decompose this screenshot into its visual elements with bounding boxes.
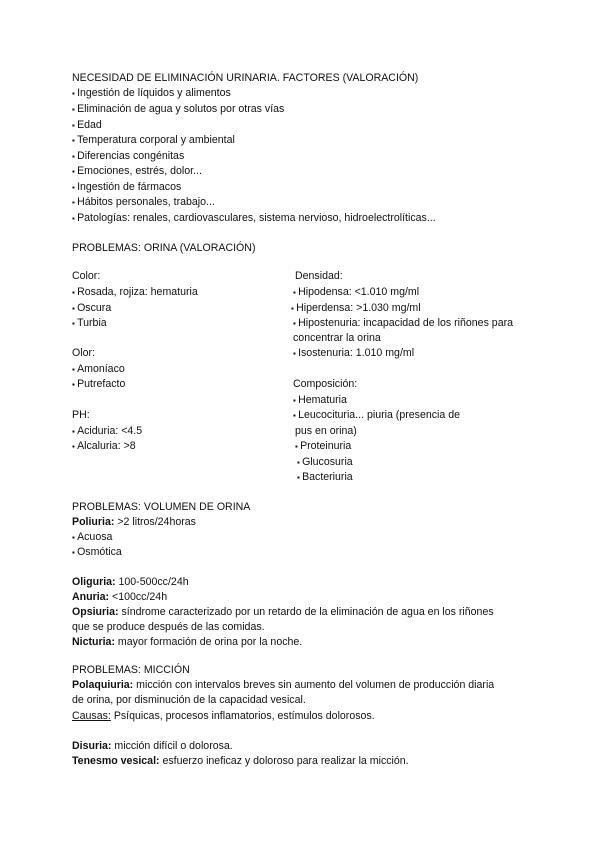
list-item: ▪ Osmótica xyxy=(72,545,122,560)
poliuria-entry xyxy=(72,515,196,530)
poliuria-term: Poliuria: xyxy=(72,516,115,528)
list-item: ▪ Leucocituria... piuria (presencia de xyxy=(293,408,460,423)
list-item: ▪ Hematuria xyxy=(293,393,347,408)
list-item: ▪ Rosada, rojiza: hematuria xyxy=(72,285,198,300)
list-item: ▪ Oscura xyxy=(72,301,111,316)
opsiuria-definition: síndrome caracterizado por un retardo de la eliminación de agua en los riñones xyxy=(118,606,494,618)
section4-heading: PROBLEMAS: MICCIÓN xyxy=(72,664,190,676)
list-item: ▪ Aciduria: <4.5 xyxy=(72,424,142,439)
disuria-entry xyxy=(72,739,233,754)
olor-label: Olor: xyxy=(72,347,95,359)
list-item: ▪ Proteinuria xyxy=(295,439,351,454)
list-item: ▪ Temperatura corporal y ambiental xyxy=(72,133,235,148)
list-item: ▪ Glucosuria xyxy=(297,455,353,470)
poliuria-definition: >2 litros/24horas xyxy=(114,516,196,528)
list-item: ▪ Acuosa xyxy=(72,530,112,545)
list-item-continuation: pus en orina) xyxy=(295,425,357,437)
section1-heading: NECESIDAD DE ELIMINACIÓN URINARIA. FACTORES (VALORACIÓN) xyxy=(72,72,419,84)
composicion-label: Composición: xyxy=(293,378,358,390)
ph-label: PH: xyxy=(72,409,90,421)
list-item: ▪ Patologías: renales, cardiovasculares, sistema nervioso, hidroelectrolíticas... xyxy=(72,211,436,226)
oliguria-entry xyxy=(72,575,189,590)
polaquiuria-definition-cont: de orina, por disminución de la capacidad vesical. xyxy=(72,694,306,706)
list-item: ▪ Eliminación de agua y solutos por otras vías xyxy=(72,102,284,117)
oliguria-definition: 100-500cc/24h xyxy=(115,576,189,588)
causas-entry xyxy=(72,709,375,724)
causas-label: Causas: xyxy=(72,710,111,722)
disuria-definition: micción difícil o dolorosa. xyxy=(111,740,233,752)
polaquiuria-term: Polaquiuria: xyxy=(72,679,134,691)
list-item: ▪ Alcaluria: >8 xyxy=(72,439,136,454)
polaquiuria-definition: micción con intervalos breves sin aumento del volumen de producción diaria xyxy=(133,679,495,691)
tenesmo-term: Tenesmo vesical: xyxy=(72,755,160,767)
list-item: ▪ Diferencias congénitas xyxy=(72,149,184,164)
list-item: ▪ Turbia xyxy=(72,316,107,331)
list-item: ▪ Hipodensa: <1.010 mg/ml xyxy=(293,285,419,300)
list-item: ▪ Hiperdensa: >1.030 mg/ml xyxy=(291,301,421,316)
nicturia-term: Nicturia: xyxy=(72,636,115,648)
tenesmo-entry xyxy=(72,754,409,769)
causas-text: Psíquicas, procesos inflamatorios, estímulos dolorosos. xyxy=(110,710,375,722)
densidad-label: Densidad: xyxy=(295,270,343,282)
disuria-term: Disuria: xyxy=(72,740,112,752)
opsiuria-definition-cont: que se produce después de las comidas. xyxy=(72,621,265,633)
color-label: Color: xyxy=(72,270,101,282)
list-item-continuation: concentrar la orina xyxy=(293,332,381,344)
list-item: ▪ Emociones, estrés, dolor... xyxy=(72,164,202,179)
list-item: ▪ Ingestión de líquidos y alimentos xyxy=(72,86,231,101)
anuria-term: Anuria: xyxy=(72,591,110,603)
oliguria-term: Oliguria: xyxy=(72,576,116,588)
section2-heading: PROBLEMAS: ORINA (VALORACIÓN) xyxy=(72,242,256,254)
list-item: ▪ Hipostenuria: incapacidad de los riñones para xyxy=(293,316,513,331)
nicturia-entry xyxy=(72,635,302,650)
section3-heading: PROBLEMAS: VOLUMEN DE ORINA xyxy=(72,501,251,513)
list-item: ▪ Isostenuria: 1.010 mg/ml xyxy=(293,346,414,361)
list-item: ▪ Ingestión de fármacos xyxy=(72,180,181,195)
polaquiuria-entry xyxy=(72,678,494,693)
opsiuria-term: Opsiuria: xyxy=(72,606,119,618)
list-item: ▪ Bacteriuria xyxy=(297,470,353,485)
tenesmo-definition: esfuerzo ineficaz y doloroso para realizar la micción. xyxy=(159,755,409,767)
nicturia-definition: mayor formación de orina por la noche. xyxy=(114,636,303,648)
list-item: ▪ Edad xyxy=(72,118,102,133)
anuria-entry xyxy=(72,590,167,605)
anuria-definition: <100cc/24h xyxy=(109,591,168,603)
list-item: ▪ Amoníaco xyxy=(72,362,125,377)
opsiuria-entry xyxy=(72,605,494,620)
list-item: ▪ Putrefacto xyxy=(72,377,125,392)
list-item: ▪ Hábitos personales, trabajo... xyxy=(72,195,215,210)
